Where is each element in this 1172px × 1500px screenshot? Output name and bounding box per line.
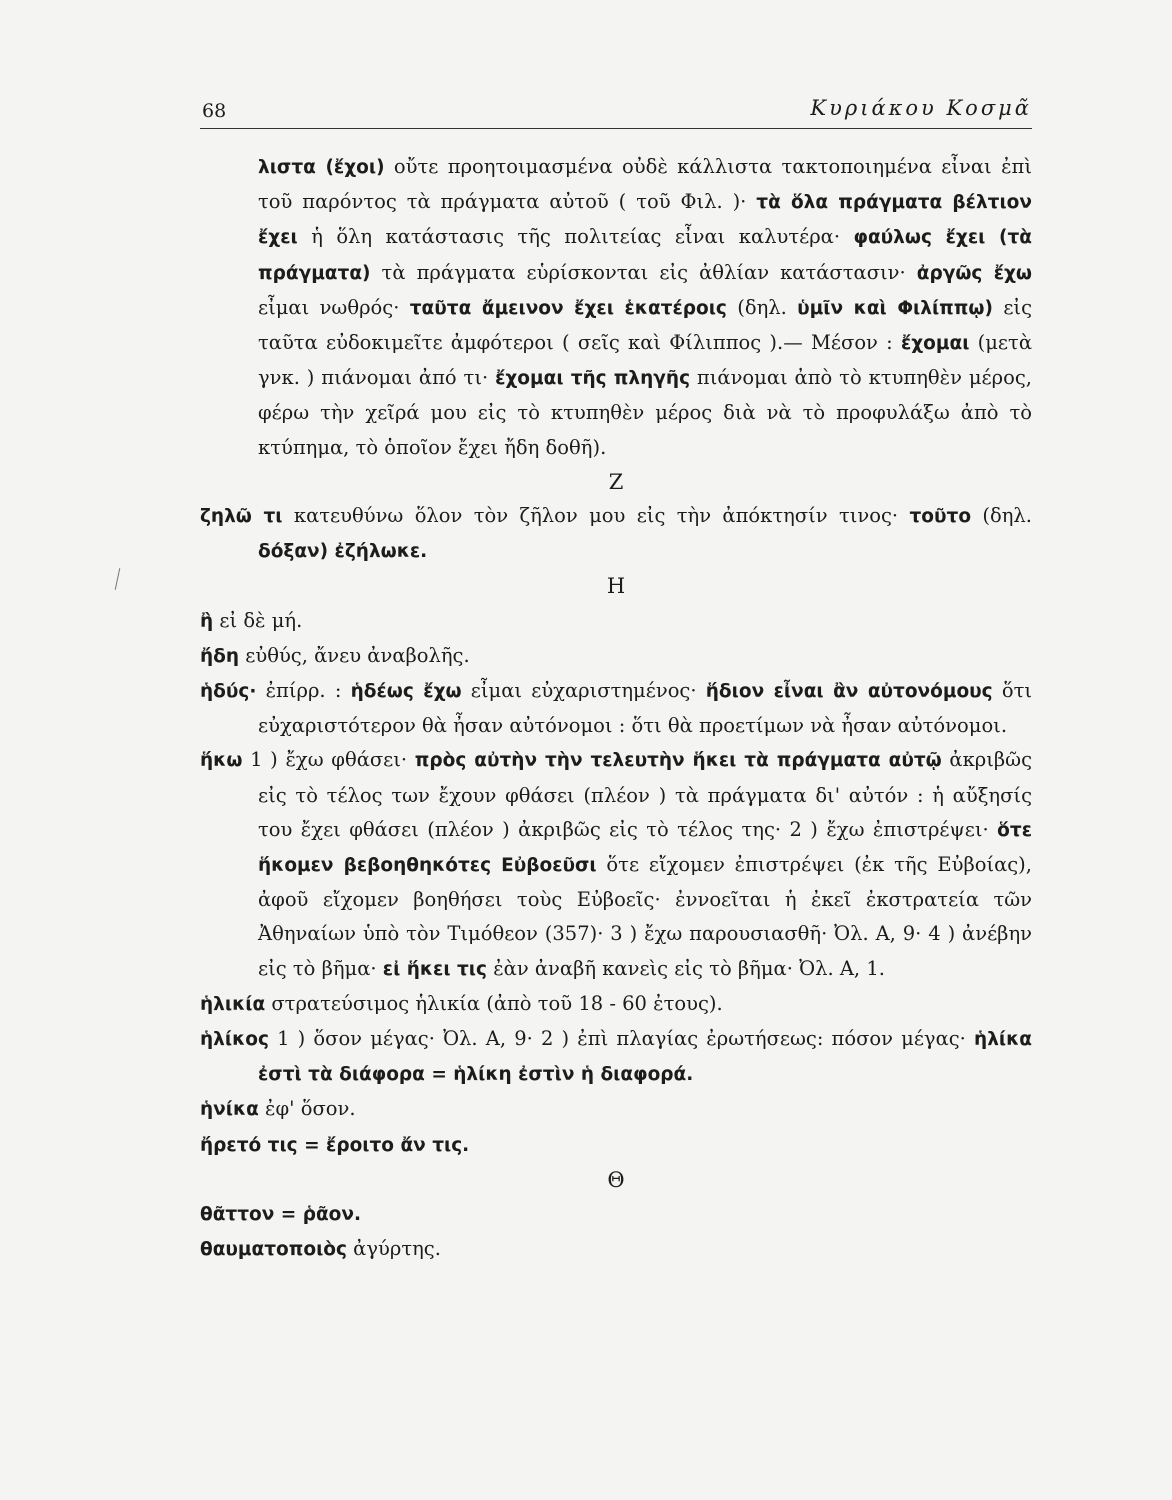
entry-term: ἡνίκα — [200, 1099, 259, 1121]
entry-term: ἔχομαι — [900, 333, 970, 355]
entry-text: 1 ) ὅσον μέγας· Ὀλ. Α, 9· 2 ) ἐπὶ πλαγίας ἐρωτήσεως: πόσον μέγας· — [268, 1027, 975, 1051]
entry-term: ἥδιον εἶναι ἂν αὐτονόμους — [705, 681, 993, 703]
entry-text: εἶμαι εὐχαριστημένος· — [461, 679, 706, 703]
entry-term: ὑμῖν καὶ Φιλίππῳ) — [797, 297, 993, 319]
entry-text: ἐφ' ὅσον. — [258, 1097, 356, 1121]
dictionary-entry — [200, 1092, 1032, 1127]
entry-term: θαυματοποιὸς — [200, 1239, 347, 1261]
entry-term: λιστα (ἔχοι) — [258, 157, 385, 178]
page-number: 68 — [202, 100, 227, 122]
entry-term: ἡλικία — [200, 993, 266, 1015]
entry-term: εἰ ἥκει τις — [382, 958, 487, 980]
entry-text: (δηλ. — [971, 504, 1032, 528]
dictionary-entry — [200, 639, 1032, 674]
entry-term: πρὸς αὐτὴν τὴν τελευτὴν ἥκει τὰ πράγματα αὐτῷ — [414, 750, 942, 772]
entry-term: ἡδέως ἔχω — [350, 681, 462, 703]
dictionary-entry — [200, 1232, 1032, 1267]
section-letter: Η — [606, 574, 626, 599]
entry-term: ἔχομαι τῆς πληγῆς — [495, 368, 691, 390]
section-letter: Θ — [607, 1167, 625, 1192]
entry-term: ἤρετό τις = ἔροιτο ἄν τις. — [200, 1134, 470, 1156]
entry-term: τὰ ὅλα πράγματα βέλτιον ἔχει — [258, 192, 1032, 249]
margin-mark — [115, 568, 121, 590]
entry-term: τοῦτο — [909, 506, 972, 528]
entry-text: ἀγύρτης. — [346, 1237, 441, 1261]
entry-text: εἶμαι νωθρός· — [258, 295, 410, 319]
entry-term: ἀργῶς ἔχω — [916, 262, 1032, 284]
entry-text: ἡ ὅλη κατάστασις τῆς πολιτείας εἶναι καλυτέρα· — [297, 225, 854, 249]
entry-text: τὰ πράγματα εὑρίσκονται εἰς ἀθλίαν κατάστασιν· — [370, 260, 917, 284]
dictionary-entry — [200, 1197, 1032, 1232]
entry-text: (δηλ. — [726, 295, 798, 319]
entry-term: δόξαν) ἐζήλωκε. — [258, 541, 428, 563]
entry-term: ὅτε ἥκομεν βεβοηθηκότες Εὐβοεῦσι — [258, 819, 1032, 877]
entry-text: εἰ δὲ μή. — [213, 608, 303, 632]
entry-term: ἤδη — [200, 645, 240, 667]
entry-text: οὔτε προητοιμασμένα οὐδὲ κάλλιστα τακτοποιημένα εἶναι ἐπὶ τοῦ παρόντος τὰ πράγματα αὐτοῦ ( τοῦ Φιλ. )· — [258, 155, 1032, 214]
entry-term: φαύλως ἔχει (τὰ πράγματα) — [258, 227, 1032, 284]
entry-term: θᾶττον = ῥᾶον. — [200, 1204, 362, 1226]
entry-term: ζηλῶ τι — [200, 506, 283, 528]
entry-text: πιάνομαι ἀπὸ τὸ κτυπηθὲν μέρος, φέρω τὴν χεῖρά μου εἰς τὸ κτυπηθὲν μέρος διὰ νὰ τὸ προφυλάξω ἀπὸ τὸ κτύπημα, τὸ ὁποῖον ἔχει ἤδη δοθῆ). — [258, 366, 1032, 459]
section-letter: Ζ — [608, 469, 624, 494]
entry-text: (μετὰ γνκ. ) πιάνομαι ἀπό τι· — [258, 331, 1032, 390]
entry-text: ὅτι εὐχαριστότερον θὰ ἦσαν αὐτόνομοι : ὅτι θὰ προετίμων νὰ ἦσαν αὐτόνομοι. — [258, 679, 1033, 738]
dictionary-entry — [200, 987, 1032, 1022]
entry-term: ταῦτα ἄμεινον ἔχει ἑκατέροις — [409, 297, 727, 319]
page-header — [200, 94, 1032, 129]
entry-text: ἐπίρρ. : — [256, 679, 351, 703]
dictionary-entry — [200, 1022, 1032, 1092]
running-head: Κυριάκου Κοσμᾶ — [810, 96, 1032, 120]
entry-text: στρατεύσιμος ἡλικία (ἀπὸ τοῦ 18 - 60 ἐτους). — [265, 991, 723, 1015]
dictionary-entry — [200, 1128, 1032, 1163]
entry-term: ἡλίκα ἐστὶ τὰ διάφορα = ἡλίκη ἐστὶν ἡ διαφορά. — [258, 1029, 1032, 1086]
continued-entry — [200, 150, 1032, 465]
entry-text: ἀκριβῶς εἰς τὸ τέλος των ἔχουν φθάσει (πλέον ) τὰ πράγματα δι' αὐτόν : ἡ αὔξησίς του ἔχει φθάσει (πλέον ) ἀκριβῶς εἰς τὸ τέλος της· 2 ) ἔχω ἐπιστρέψει· — [258, 748, 1032, 841]
dictionary-entry — [200, 499, 1032, 569]
entry-text: 1 ) ἔχω φθάσει· — [242, 748, 415, 772]
page-body — [200, 150, 1032, 1268]
entry-text: κατευθύνω ὅλον τὸν ζῆλον μου εἰς τὴν ἀπόκτησίν τινος· — [282, 504, 910, 528]
entry-text: εἰς ταῦτα εὐδοκιμεῖτε ἀμφότεροι ( σεῖς καὶ Φίλιππος ).— Μέσον : — [258, 295, 1032, 355]
dictionary-entry — [200, 743, 1032, 986]
entry-term: ἢ — [200, 610, 214, 632]
entry-text: ὅτε εἴχομεν ἐπιστρέψει (ἐκ τῆς Εὐβοίας), ἀφοῦ εἴχομεν βοηθήσει τοὺς Εὐβοεῖς· ἐννοεῖται ἡ ἐκεῖ ἐκστρατεία τῶν Ἀθηναίων ὑπὸ τὸν Τιμόθεον (357)· 3 ) ἔχω παρουσιασθῆ· Ὀλ. Α, 9· 4 ) ἀνέβην εἰς τὸ βῆμα· — [258, 853, 1032, 980]
entry-text: εὐθύς, ἄνευ ἀναβολῆς. — [239, 643, 470, 667]
entry-text: ἐὰν ἀναβῆ κανεὶς εἰς τὸ βῆμα· Ὀλ. Α, 1. — [487, 956, 885, 980]
dictionary-entry — [200, 604, 1032, 639]
entry-term: ἥκω — [200, 750, 243, 772]
entry-term: ἡλίκος — [200, 1029, 269, 1051]
dictionary-entry — [200, 674, 1032, 743]
entry-term: ἡδύς· — [200, 681, 257, 703]
